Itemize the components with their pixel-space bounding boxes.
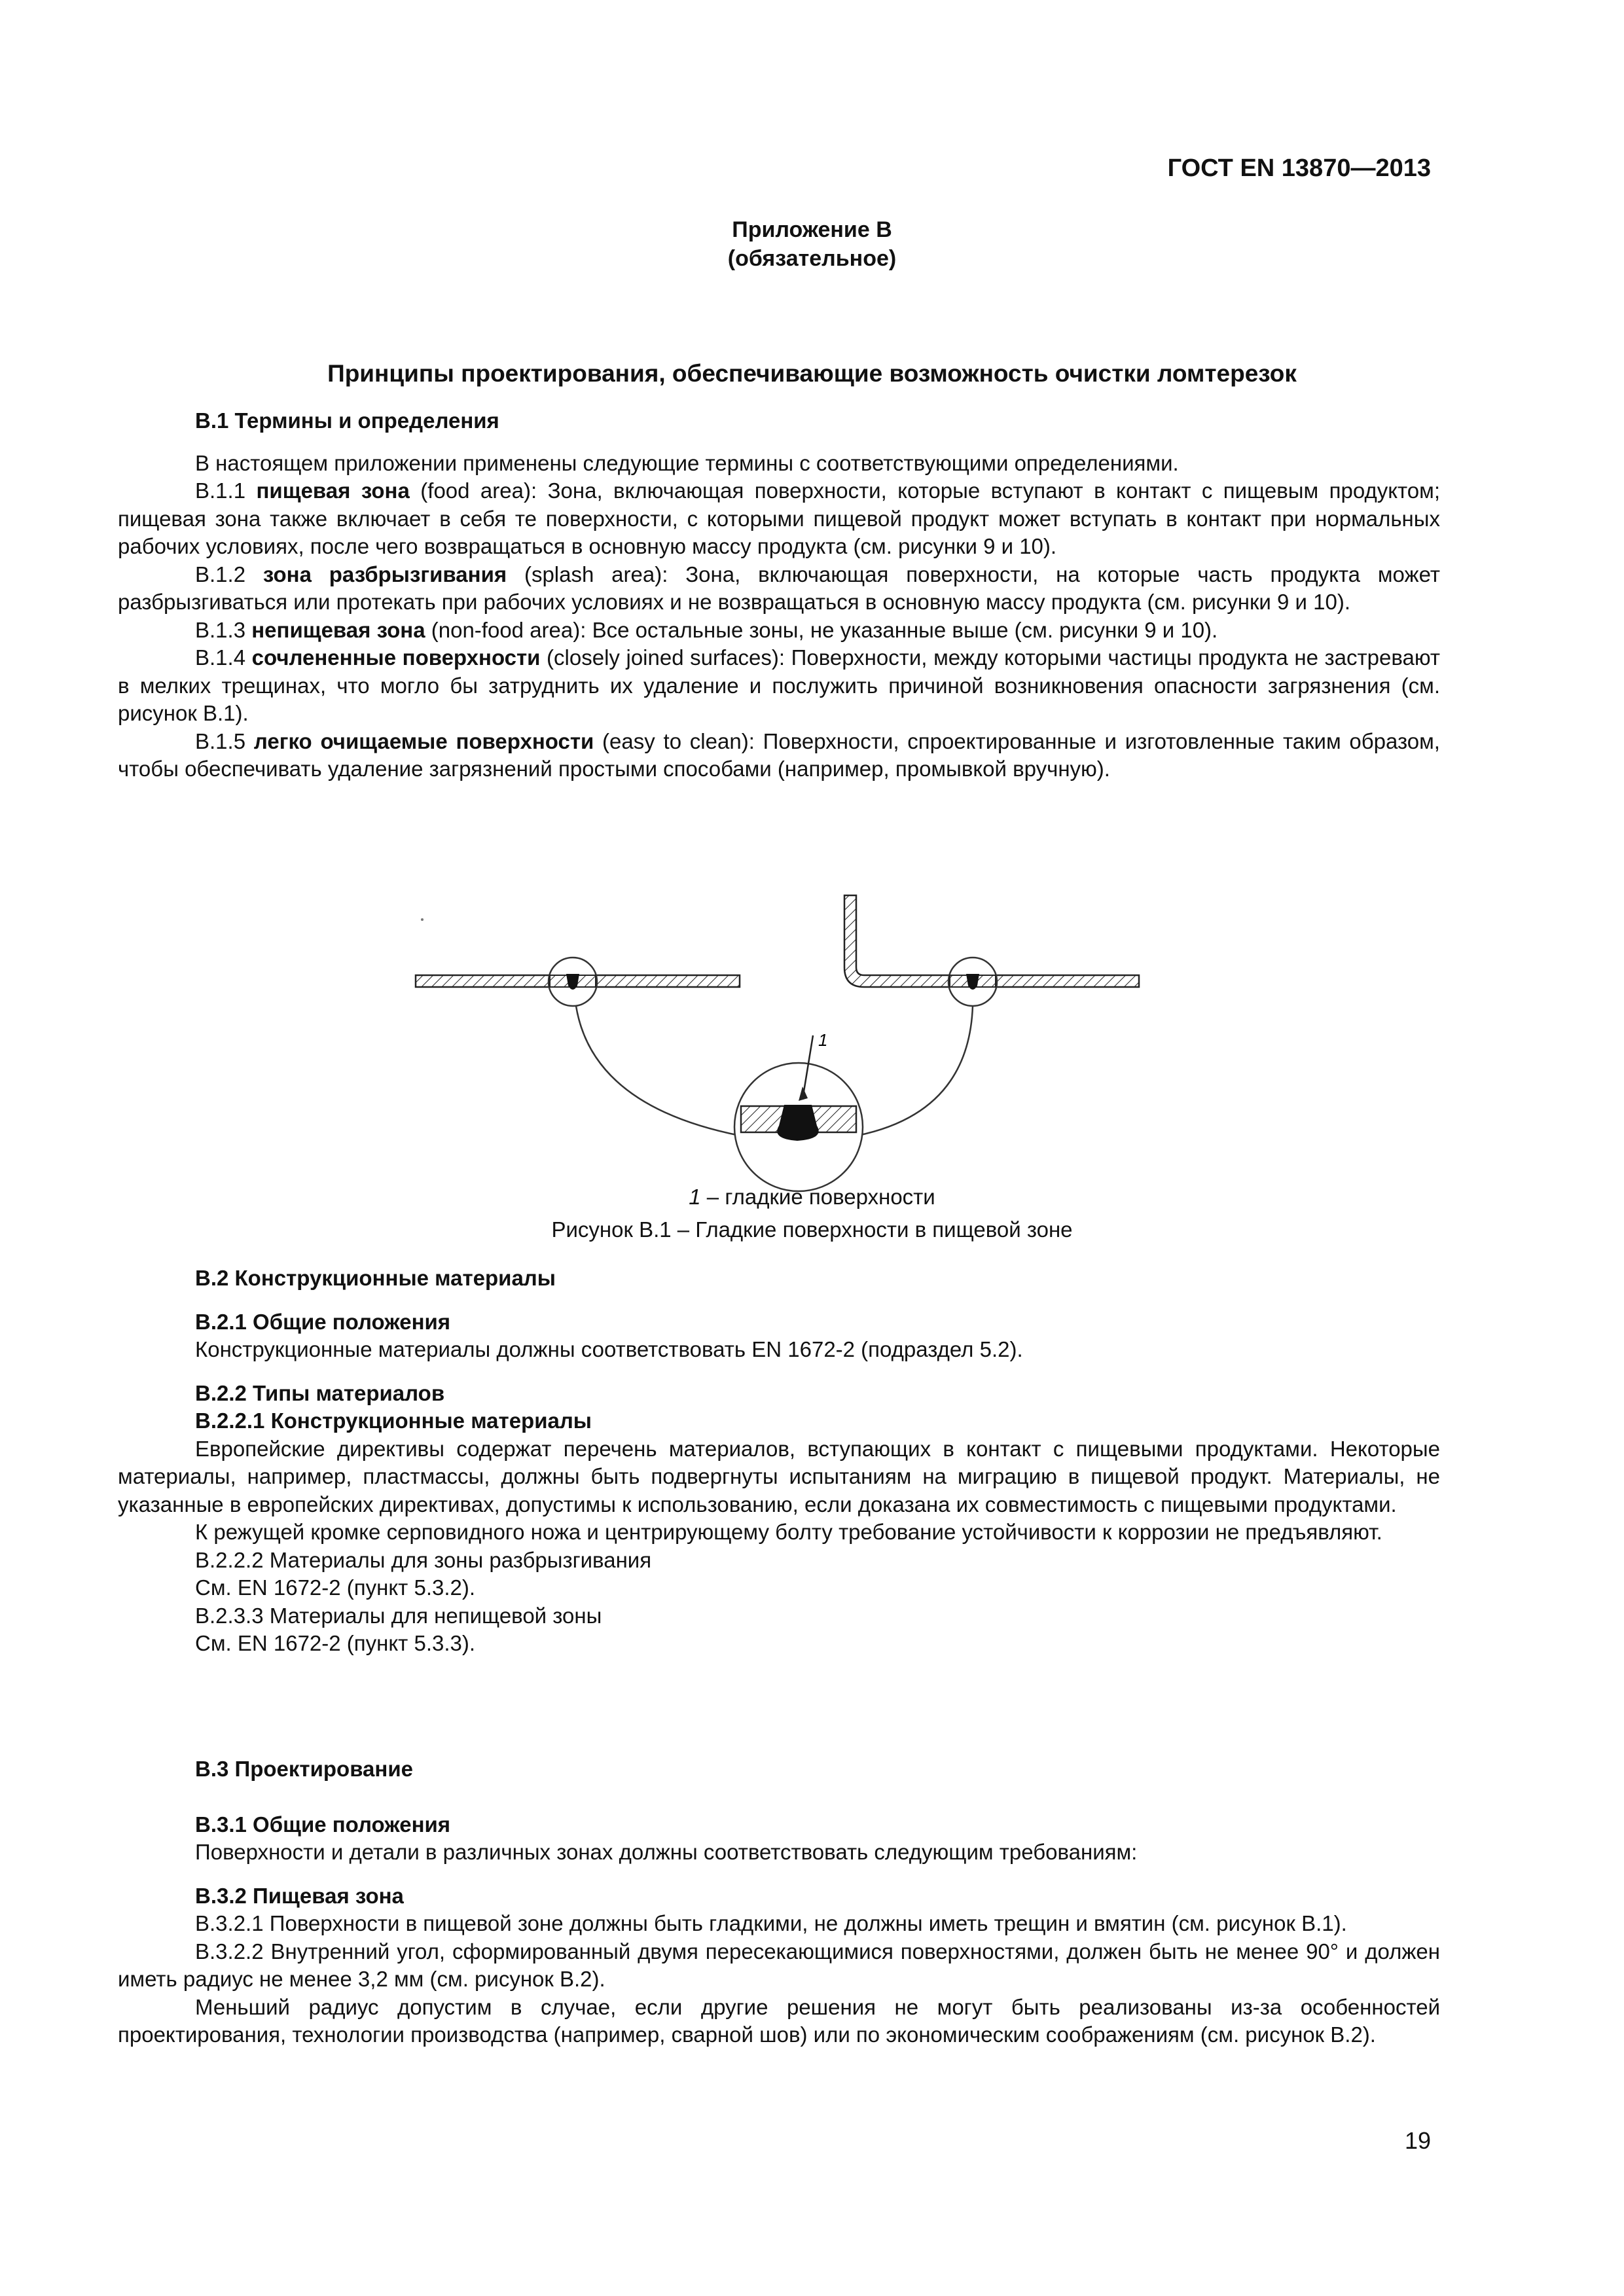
paragraph: В.3.2.1 Поверхности в пищевой зоне должны быть гладкими, не должны иметь трещин и вмятин (см. рисунок В.1). (195, 1911, 1347, 1935)
section-b2 (118, 1265, 1440, 1658)
speck (421, 918, 424, 921)
subsection-line: В.2.3.3 Материалы для непищевой зоны (195, 1603, 602, 1628)
left-welded-plate (416, 958, 740, 1006)
section-heading: В.2 Конструкционные материалы (195, 1266, 556, 1290)
main-title: Принципы проектирования, обеспечивающие возможность очистки ломтерезок (327, 360, 1297, 387)
subsection-heading: В.3.2 Пищевая зона (195, 1883, 404, 1908)
magnified-detail (576, 1006, 973, 1191)
reference-line: См. EN 1672-2 (пункт 5.3.2). (195, 1575, 476, 1600)
figure-caption: Рисунок В.1 – Гладкие поверхности в пищевой зоне (551, 1217, 1073, 1242)
subsection-heading: В.3.1 Общие положения (195, 1812, 451, 1837)
term-definition: В.1.4 сочлененные поверхности (closely joined surfaces): Поверхности, между которыми частицы продукта не застревают в мелких трещинах, что могло бы затруднить их удаление и послужить причиной возникновения опасности загрязнения (см. рисунок В.1). (118, 645, 1440, 725)
annex-status: (обязательное) (727, 246, 897, 271)
paragraph: Меньший радиус допустим в случае, если другие решения не могут быть реализованы из-за особенностей проектирования, технологии производства (например, сварной шов) или по экономическим соображениям (см. рисунок В.2). (118, 1994, 1440, 2047)
section-heading: В.3 Проектирование (195, 1757, 413, 1781)
callout-number: 1 (818, 1030, 828, 1050)
section-b3 (118, 1755, 1440, 2049)
paragraph: К режущей кромке серповидного ножа и центрирующему болту требование устойчивости к коррозии не предъявляют. (195, 1520, 1382, 1544)
document-code: ГОСТ EN 13870—2013 (1167, 154, 1431, 182)
subsection-heading: В.2.2 Типы материалов (195, 1380, 445, 1405)
paragraph: Конструкционные материалы должны соответствовать EN 1672-2 (подраздел 5.2). (195, 1337, 1023, 1361)
right-bent-plate (844, 895, 1139, 1006)
term-definition: В.1.5 легко очищаемые поверхности (easy to clean): Поверхности, спроектированные и изготовленные таким образом, чтобы обеспечивать удаление загрязнений простыми способами (например, промывкой вручную). (118, 728, 1440, 781)
paragraph: В настоящем приложении применены следующие термины с соответствующими определениями. (195, 450, 1179, 475)
term: сочлененные поверхности (251, 645, 541, 670)
paragraph: Поверхности и детали в различных зонах должны соответствовать следующим требованиям: (195, 1840, 1138, 1864)
term-definition: В.1.1 пищевая зона (food area): Зона, включающая поверхности, которые вступают в контакт с пищевым продуктом; пищевая зона также включает в себя те поверхности, с которыми пищевой продукт может вступать в контакт при нормальных рабочих условиях, после чего возвращаться в основную массу продукта (см. рисунки 9 и 10). (118, 478, 1440, 558)
subsection-heading: В.2.1 Общие положения (195, 1309, 451, 1334)
page-number: 19 (1404, 2127, 1431, 2154)
term-definition: В.1.3 непищевая зона (non-food area): Все остальные зоны, не указанные выше (см. рисунки 9 и 10). (195, 617, 1218, 642)
term: пищевая зона (256, 478, 410, 503)
subsection-heading: В.2.2.1 Конструкционные материалы (195, 1408, 592, 1433)
term: легко очищаемые поверхности (253, 728, 594, 753)
term-definition: В.1.2 зона разбрызгивания (splash area): Зона, включающая поверхности, на которые часть продукта может разбрызгиваться или протекать при рабочих условиях и не возвращаться в основную массу продукта (см. рисунки 9 и 10). (118, 562, 1440, 614)
section-heading: В.1 Термины и определения (195, 408, 499, 433)
paragraph: Европейские директивы содержат перечень материалов, вступающих в контакт с пищевыми продуктами. Некоторые материалы, например, пластмассы, должны быть подвергнуты испытаниям на миграцию в пищевой продукт. Материалы, не указанные в европейских директивах, допустимы к использованию, если доказана их совместимость с пищевыми продуктами. (118, 1436, 1440, 1516)
reference-line: См. EN 1672-2 (пункт 5.3.3). (195, 1631, 476, 1655)
figure-legend: 1 – гладкие поверхности (689, 1185, 935, 1209)
term: непищевая зона (251, 617, 425, 642)
subsection-line: В.2.2.2 Материалы для зоны разбрызгивания (195, 1547, 652, 1572)
paragraph: В.3.2.2 Внутренний угол, сформированный двумя пересекающимися поверхностями, должен быть не менее 90° и должен иметь радиус не менее 3,2 мм (см. рисунок В.2). (118, 1939, 1440, 1991)
annex-title: Приложение В (732, 217, 892, 242)
term: зона разбрызгивания (262, 562, 507, 586)
section-b1 (118, 407, 1440, 783)
figure-smooth-surfaces (406, 890, 1165, 1198)
